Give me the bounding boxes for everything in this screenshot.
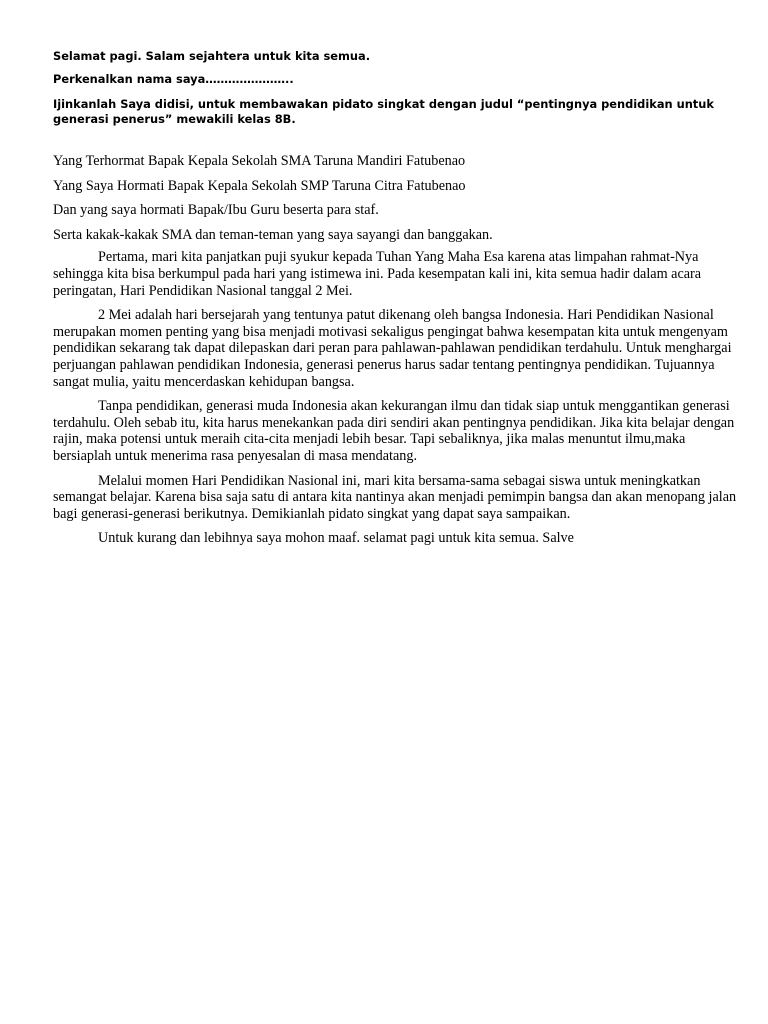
salutation-principal-sma: Yang Terhormat Bapak Kepala Sekolah SMA Taruna Mandiri Fatubenao <box>53 153 466 169</box>
paragraph-hardiknas: 2 Mei adalah hari bersejarah yang tentunya patut dikenang oleh bangsa Indonesia. Hari Pendidikan Nasional merupakan momen penting yang bisa menjadi motivasi sekaligus pengingat bahwa kesempatan kita untuk mengenyam pendidikan sekarang tak dapat dilepaskan dari peran para pahlawan-pahlawan pendidikan terdahulu. Untuk menghargai perjuangan pahlawan pendidikan Indonesia, generasi penerus harus sadar tentang pentingnya pendidikan. Tujuannya sangat mulia, yaitu mencerdaskan kehidupan bangsa. <box>53 307 732 390</box>
greeting-line: Selamat pagi. Salam sejahtera untuk kita semua. <box>53 49 371 63</box>
paragraph-farewell: Untuk kurang dan lebihnya saya mohon maaf. selamat pagi untuk kita semua. Salve <box>98 530 574 547</box>
document-page <box>53 0 738 547</box>
salutation-teachers: Dan yang saya hormati Bapak/Ibu Guru beserta para staf. <box>53 202 379 219</box>
paragraph-opening: Pertama, mari kita panjatkan puji syukur kepada Tuhan Yang Maha Esa karena atas limpahan rahmat-Nya sehingga kita bisa berkumpul pada hari yang istimewa ini. Pada kesempatan kali ini, kita semua hadir dalam acara peringatan, Hari Pendidikan Nasional tanggal 2 Mei. <box>53 249 702 299</box>
paragraph-closing: Melalui momen Hari Pendidikan Nasional ini, mari kita bersama-sama sebagai siswa untuk meningkatkan semangat belajar. Karena bisa saja satu di antara kita nantinya akan menjadi pemimpin bangsa dan akan menopang jalan bagi generasi-generasi berikutnya. Demikianlah pidato singkat yang dapat saya sampaikan. <box>53 472 737 522</box>
introduction-line: Perkenalkan nama saya………………….. <box>53 72 294 86</box>
salutation-students: Serta kakak-kakak SMA dan teman-teman yang saya sayangi dan banggakan. <box>53 226 493 243</box>
purpose-line: Ijinkanlah Saya didisi, untuk membawakan pidato singkat dengan judul “pentingnya pendidikan untuk generasi penerus” mewakili kelas 8B. <box>53 97 714 126</box>
salutation-principal-smp: Yang Saya Hormati Bapak Kepala Sekolah SMP Taruna Citra Fatubenao <box>53 177 466 194</box>
paragraph-without-education: Tanpa pendidikan, generasi muda Indonesia akan kekurangan ilmu dan tidak siap untuk menggantikan generasi terdahulu. Oleh sebab itu, kita harus menekankan pada diri sendiri akan pentingnya pendidikan. Jika kita belajar dengan rajin, maka potensi untuk meraih cita-cita menjadi lebih besar. Tapi sebaliknya, jika malas menuntut ilmu,maka bersiaplah untuk menerima rasa penyesalan di masa mendatang. <box>53 398 735 464</box>
